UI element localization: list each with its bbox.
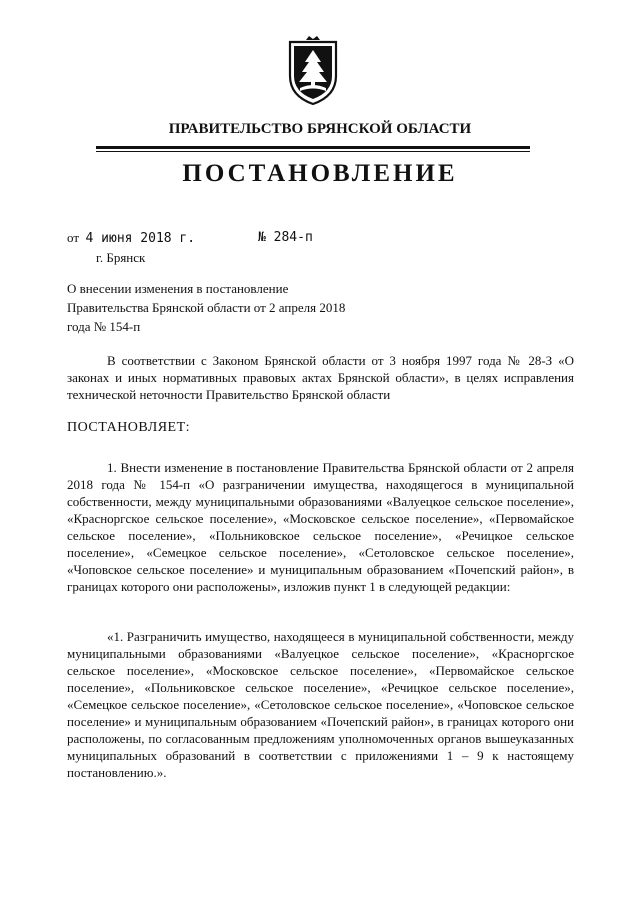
document-number: № 284-п — [258, 230, 313, 245]
organization-name: ПРАВИТЕЛЬСТВО БРЯНСКОЙ ОБЛАСТИ — [168, 121, 472, 137]
coat-of-arms-emblem — [286, 36, 340, 106]
header-rule-thin — [96, 151, 530, 152]
preamble-paragraph: В соответствии с Законом Брянской области от 3 ноября 1997 года № 28-З «О законах и иных нормативных правовых актах Брянской области», в целях исправления технической неточности Правительство Брянской области — [67, 353, 574, 402]
item-1-paragraph: 1. Внести изменение в постановление Правительства Брянской области от 2 апреля 2018 года № 154-п «О разграничении имущества, находящегося в муниципальной собственности, между муниципальными образованиями «Валуецкое сельское поселение», «Красноргское сельское поселение», «Московское сельское поселение», «Первомайское сельское поселение», «Польниковское сельское поселение», «Речицкое сельское поселение», «Семецкое сельское поселение», «Сетоловское сельское поселение», «Чоповское сельское поселение» и муниципальным образованием «Почепский район», в границах которого они расположены», изложив пункт 1 в следующей редакции: — [67, 460, 574, 594]
date-line — [67, 230, 195, 246]
document-city: г. Брянск — [96, 250, 146, 265]
document-subject: О внесении изменения в постановление Правительства Брянской области от 2 апреля 2018 года № 154-п — [67, 281, 346, 334]
item-1-new-text: «1. Разграничить имущество, находящееся в муниципальной собственности, между муниципальными образованиями «Валуецкое сельское поселение», «Красноргское сельское поселение», «Московское сельское поселение», «Первомайское сельское поселение», «Польниковское сельское поселение», «Речицкое сельское поселение», «Семецкое сельское поселение», «Сетоловское сельское поселение», «Чоповское сельское поселение» и муниципальным образованием «Почепский район», в границах которого они расположены, по согласованным предложениям уполномоченных органов вышеуказанных муниципальных образований в соответствии с приложениями 1 – 9 к настоящему постановлению.». — [67, 629, 574, 780]
document-type-title: ПОСТАНОВЛЕНИЕ — [182, 160, 458, 187]
date-prefix: от — [67, 230, 80, 245]
resolve-heading: ПОСТАНОВЛЯЕТ: — [67, 420, 191, 435]
header-rule-thick — [96, 146, 530, 149]
document-date: 4 июня 2018 г. — [85, 231, 196, 246]
